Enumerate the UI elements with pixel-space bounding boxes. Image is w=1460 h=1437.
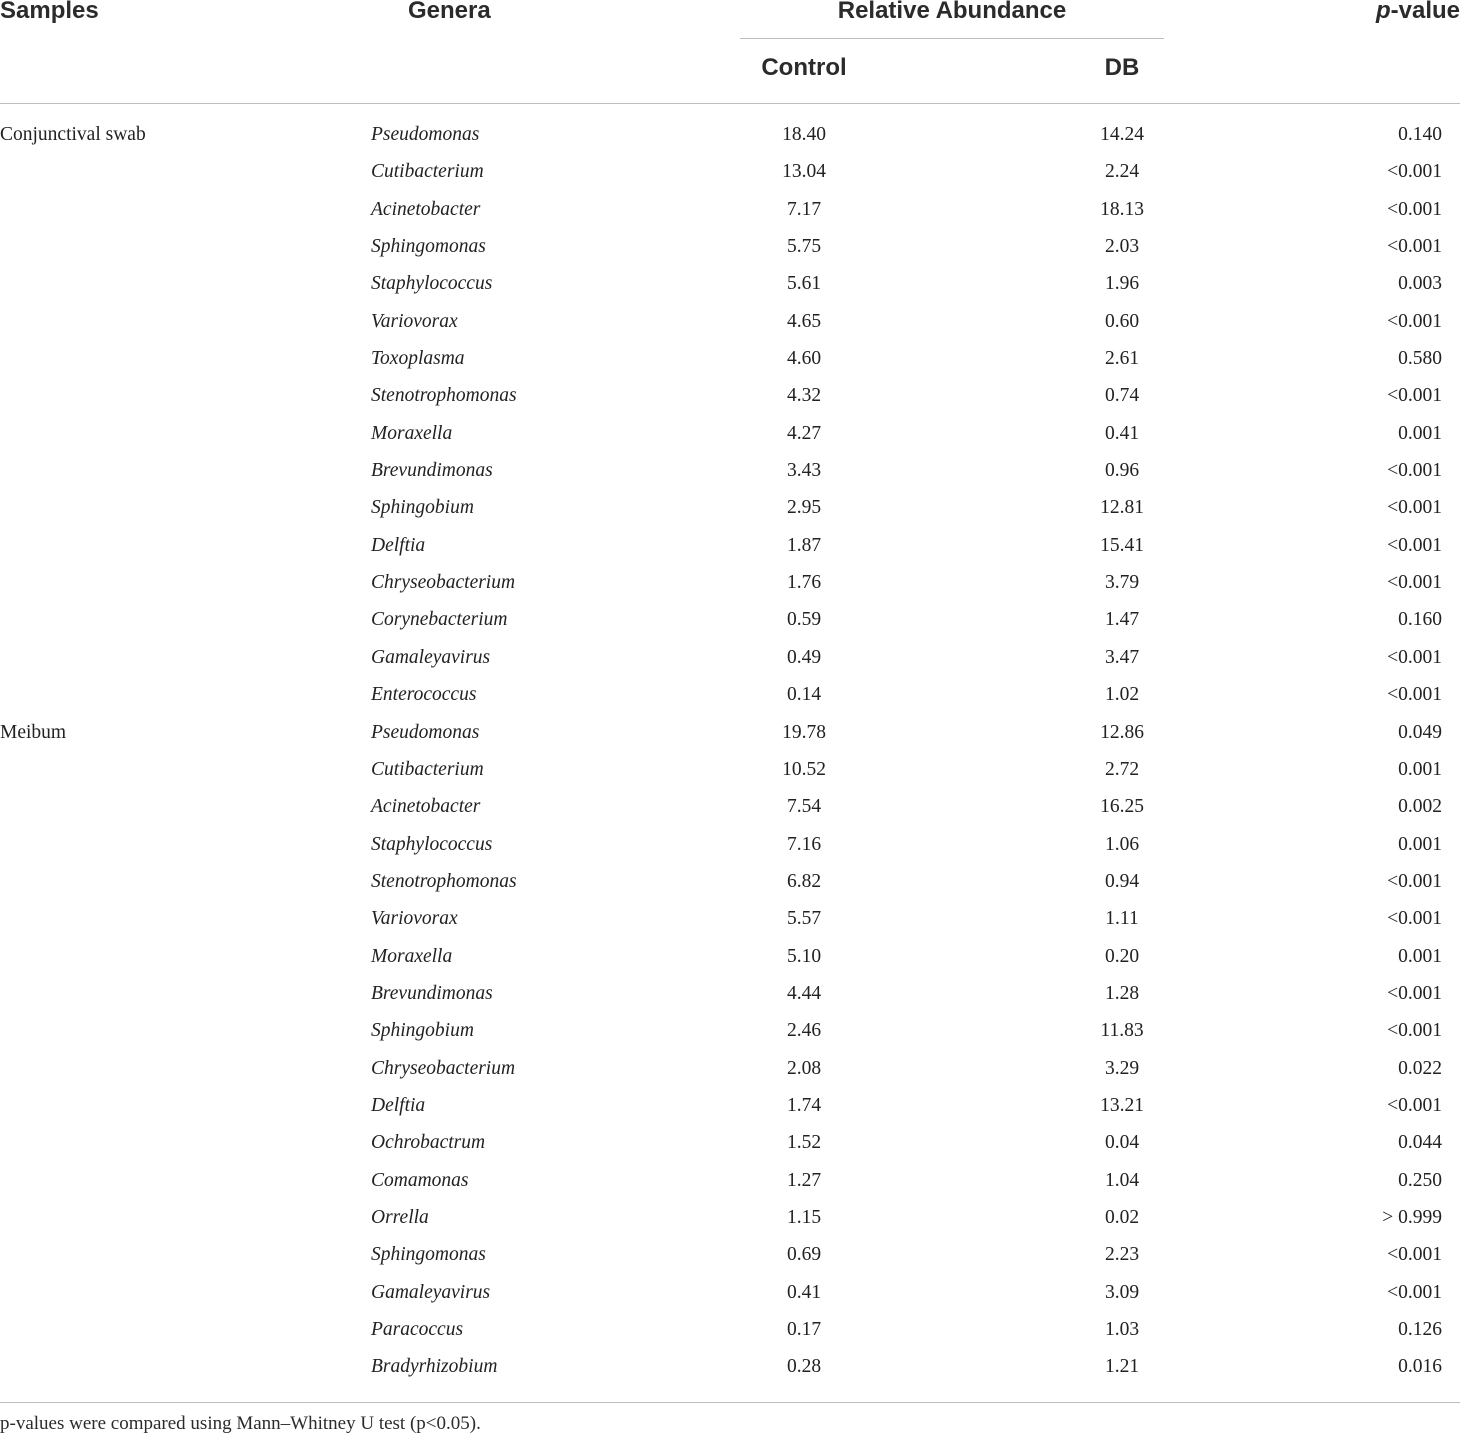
genus-cell: Paracoccus <box>371 1319 464 1340</box>
db-cell: 11.83 <box>1100 1020 1144 1042</box>
genus-cell: Delftia <box>371 534 426 556</box>
table-row <box>0 1201 1460 1238</box>
p-value-cell: <0.001 <box>1387 534 1442 556</box>
genus-cell: Bradyrhizobium <box>371 1356 498 1378</box>
table-row <box>0 603 1460 640</box>
db-cell: 1.03 <box>1104 1319 1140 1340</box>
db-cell: 1.04 <box>1104 1169 1140 1191</box>
sample-cell: Conjunctival swab <box>0 124 146 145</box>
header-p-letter: p <box>1375 0 1391 24</box>
table-row <box>0 342 1460 379</box>
genus-cell: Stenotrophomonas <box>371 385 517 407</box>
table-row <box>0 902 1460 939</box>
table-row <box>0 305 1460 342</box>
db-cell: 2.03 <box>1104 236 1140 258</box>
control-cell: 19.78 <box>782 721 826 743</box>
p-value-cell: <0.001 <box>1387 1094 1442 1116</box>
db-cell: 1.96 <box>1104 273 1140 295</box>
control-cell: 5.61 <box>786 273 822 295</box>
p-value-cell: 0.160 <box>1398 609 1442 631</box>
db-cell: 0.60 <box>1104 310 1140 332</box>
p-value-cell: 0.016 <box>1398 1356 1442 1378</box>
table-bottom-rule <box>0 1402 1460 1403</box>
table-row <box>0 1350 1460 1387</box>
genus-cell: Variovorax <box>371 908 458 930</box>
header-samples: Samples <box>0 0 99 24</box>
genus-cell: Ochrobactrum <box>371 1132 486 1154</box>
table-row <box>0 865 1460 902</box>
db-cell: 1.47 <box>1104 609 1140 631</box>
control-cell: 18.40 <box>782 124 826 145</box>
db-cell: 2.23 <box>1104 1244 1140 1266</box>
p-value-cell: <0.001 <box>1387 310 1442 332</box>
genus-cell: Delftia <box>371 1094 426 1116</box>
db-cell: 1.06 <box>1104 833 1140 855</box>
p-value-cell: 0.126 <box>1398 1319 1442 1340</box>
p-value-cell: 0.002 <box>1398 796 1442 818</box>
subheader-rule <box>740 38 1164 39</box>
control-cell: 4.27 <box>786 422 822 444</box>
db-cell: 13.21 <box>1100 1094 1144 1116</box>
control-cell: 1.74 <box>786 1094 822 1116</box>
control-cell: 0.41 <box>786 1281 822 1303</box>
p-value-cell: <0.001 <box>1387 236 1442 258</box>
p-value-cell: <0.001 <box>1387 198 1442 220</box>
control-cell: 7.54 <box>786 796 822 818</box>
control-cell: 4.60 <box>786 348 822 370</box>
table-row <box>0 118 1460 155</box>
table-row <box>0 1276 1460 1313</box>
p-value-cell: <0.001 <box>1387 646 1442 668</box>
genus-cell: Moraxella <box>371 422 453 444</box>
table-row <box>0 716 1460 753</box>
genus-cell: Toxoplasma <box>371 348 465 370</box>
table-row <box>0 491 1460 528</box>
table-row <box>0 753 1460 790</box>
p-value-cell: <0.001 <box>1387 385 1442 407</box>
table-row <box>0 566 1460 603</box>
header-db: DB <box>1104 54 1140 81</box>
control-cell: 2.08 <box>786 1057 822 1079</box>
control-cell: 10.52 <box>782 758 826 780</box>
p-value-cell: <0.001 <box>1387 1244 1442 1266</box>
genus-cell: Gamaleyavirus <box>371 646 491 668</box>
p-value-cell: <0.001 <box>1387 982 1442 1004</box>
p-value-cell: 0.250 <box>1398 1169 1442 1191</box>
sample-cell: Meibum <box>0 721 67 743</box>
control-cell: 0.14 <box>786 684 822 706</box>
db-cell: 0.74 <box>1104 385 1140 407</box>
header-control: Control <box>761 54 847 81</box>
genus-cell: Orrella <box>371 1206 429 1228</box>
table-row <box>0 155 1460 192</box>
header-genera: Genera <box>408 0 491 24</box>
table-row <box>0 267 1460 304</box>
p-value-cell: <0.001 <box>1387 161 1442 183</box>
db-cell: 12.86 <box>1100 721 1144 743</box>
control-cell: 5.57 <box>786 908 822 930</box>
genus-cell: Acinetobacter <box>371 796 481 818</box>
control-cell: 0.28 <box>786 1356 822 1378</box>
p-value-cell: <0.001 <box>1387 684 1442 706</box>
db-cell: 0.04 <box>1104 1132 1140 1154</box>
table-row <box>0 1164 1460 1201</box>
db-cell: 1.02 <box>1104 684 1140 706</box>
control-cell: 4.65 <box>786 310 822 332</box>
db-cell: 18.13 <box>1100 198 1144 220</box>
control-cell: 2.46 <box>786 1020 822 1042</box>
p-value-cell: 0.580 <box>1398 348 1442 370</box>
db-cell: 0.20 <box>1104 945 1140 967</box>
p-value-cell: <0.001 <box>1387 1281 1442 1303</box>
db-cell: 0.94 <box>1104 870 1140 892</box>
control-cell: 0.59 <box>786 609 822 631</box>
genus-cell: Moraxella <box>371 945 453 967</box>
db-cell: 1.11 <box>1105 908 1139 930</box>
table-row <box>0 977 1460 1014</box>
genus-cell: Comamonas <box>371 1169 469 1191</box>
table-row <box>0 193 1460 230</box>
control-cell: 0.69 <box>786 1244 822 1266</box>
genus-cell: Chryseobacterium <box>371 572 516 594</box>
header-relative-abundance: Relative Abundance <box>837 0 1067 24</box>
table-row <box>0 1014 1460 1051</box>
control-cell: 4.32 <box>786 385 822 407</box>
genus-cell: Staphylococcus <box>371 273 493 295</box>
genus-cell: Staphylococcus <box>371 833 493 855</box>
db-cell: 3.79 <box>1104 572 1140 594</box>
genus-cell: Variovorax <box>371 310 458 332</box>
genus-cell: Chryseobacterium <box>371 1057 516 1079</box>
p-value-cell: <0.001 <box>1387 497 1442 519</box>
control-cell: 6.82 <box>786 870 822 892</box>
table-row <box>0 678 1460 715</box>
genus-cell: Gamaleyavirus <box>371 1281 491 1303</box>
p-value-cell: <0.001 <box>1387 870 1442 892</box>
table-row <box>0 790 1460 827</box>
genus-cell: Sphingobium <box>371 1020 474 1042</box>
db-cell: 15.41 <box>1100 534 1144 556</box>
db-cell: 12.81 <box>1100 497 1144 519</box>
genus-cell: Sphingobium <box>371 497 474 519</box>
p-value-cell: 0.001 <box>1398 945 1442 967</box>
control-cell: 7.17 <box>786 198 822 220</box>
p-value-cell: 0.022 <box>1398 1057 1442 1079</box>
table-row <box>0 1126 1460 1163</box>
table-row <box>0 1238 1460 1275</box>
table-footnote: p-values were compared using Mann–Whitney U test (p<0.05). <box>0 1413 481 1434</box>
control-cell: 13.04 <box>782 161 826 183</box>
genus-cell: Cutibacterium <box>371 758 484 780</box>
genus-cell: Pseudomonas <box>371 124 480 145</box>
p-value-cell: <0.001 <box>1387 1020 1442 1042</box>
control-cell: 7.16 <box>786 833 822 855</box>
p-value-cell: <0.001 <box>1387 460 1442 482</box>
control-cell: 1.87 <box>786 534 822 556</box>
p-value-cell: <0.001 <box>1387 908 1442 930</box>
table-row <box>0 828 1460 865</box>
db-cell: 2.72 <box>1104 758 1140 780</box>
table-row <box>0 940 1460 977</box>
db-cell: 0.41 <box>1104 422 1140 444</box>
control-cell: 0.49 <box>786 646 822 668</box>
genus-cell: Sphingomonas <box>371 1244 486 1266</box>
header-p-rest: -value <box>1390 0 1460 24</box>
p-value-cell: 0.044 <box>1398 1132 1442 1154</box>
db-cell: 3.29 <box>1104 1057 1140 1079</box>
header-rule <box>0 103 1460 104</box>
db-cell: 0.02 <box>1104 1206 1140 1228</box>
table-row <box>0 230 1460 267</box>
control-cell: 3.43 <box>786 460 822 482</box>
control-cell: 1.76 <box>786 572 822 594</box>
control-cell: 4.44 <box>786 982 822 1004</box>
control-cell: 1.27 <box>786 1169 822 1191</box>
table-body <box>0 118 1460 1388</box>
control-cell: 0.17 <box>786 1319 822 1340</box>
db-cell: 0.96 <box>1104 460 1140 482</box>
genus-cell: Brevundimonas <box>371 982 493 1004</box>
table-row <box>0 1052 1460 1089</box>
p-value-cell: 0.003 <box>1398 273 1442 295</box>
genus-cell: Enterococcus <box>371 684 477 706</box>
db-cell: 1.21 <box>1104 1356 1140 1378</box>
table-row <box>0 379 1460 416</box>
genus-cell: Pseudomonas <box>371 721 480 743</box>
table-row <box>0 1313 1460 1350</box>
control-cell: 1.52 <box>786 1132 822 1154</box>
table-row <box>0 417 1460 454</box>
db-cell: 1.28 <box>1104 982 1140 1004</box>
header-p-value <box>1376 0 1460 25</box>
control-cell: 5.75 <box>786 236 822 258</box>
p-value-cell: 0.001 <box>1398 422 1442 444</box>
genus-cell: Corynebacterium <box>371 609 508 631</box>
genus-cell: Stenotrophomonas <box>371 870 517 892</box>
p-value-cell: > 0.999 <box>1382 1206 1442 1228</box>
genus-cell: Brevundimonas <box>371 460 493 482</box>
p-value-cell: 0.049 <box>1398 721 1442 743</box>
table-row <box>0 454 1460 491</box>
genus-cell: Sphingomonas <box>371 236 486 258</box>
db-cell: 3.47 <box>1104 646 1140 668</box>
db-cell: 2.24 <box>1104 161 1140 183</box>
table-row <box>0 529 1460 566</box>
genus-cell: Acinetobacter <box>371 198 481 220</box>
p-value-cell: 0.001 <box>1398 833 1442 855</box>
table-row <box>0 641 1460 678</box>
p-value-cell: <0.001 <box>1387 572 1442 594</box>
control-cell: 1.15 <box>786 1206 822 1228</box>
db-cell: 3.09 <box>1104 1281 1140 1303</box>
p-value-cell: 0.140 <box>1398 124 1442 145</box>
genus-cell: Cutibacterium <box>371 161 484 183</box>
table-row <box>0 1089 1460 1126</box>
db-cell: 2.61 <box>1104 348 1140 370</box>
control-cell: 5.10 <box>786 945 822 967</box>
p-value-cell: 0.001 <box>1398 758 1442 780</box>
db-cell: 16.25 <box>1100 796 1144 818</box>
db-cell: 14.24 <box>1100 124 1144 145</box>
control-cell: 2.95 <box>786 497 822 519</box>
